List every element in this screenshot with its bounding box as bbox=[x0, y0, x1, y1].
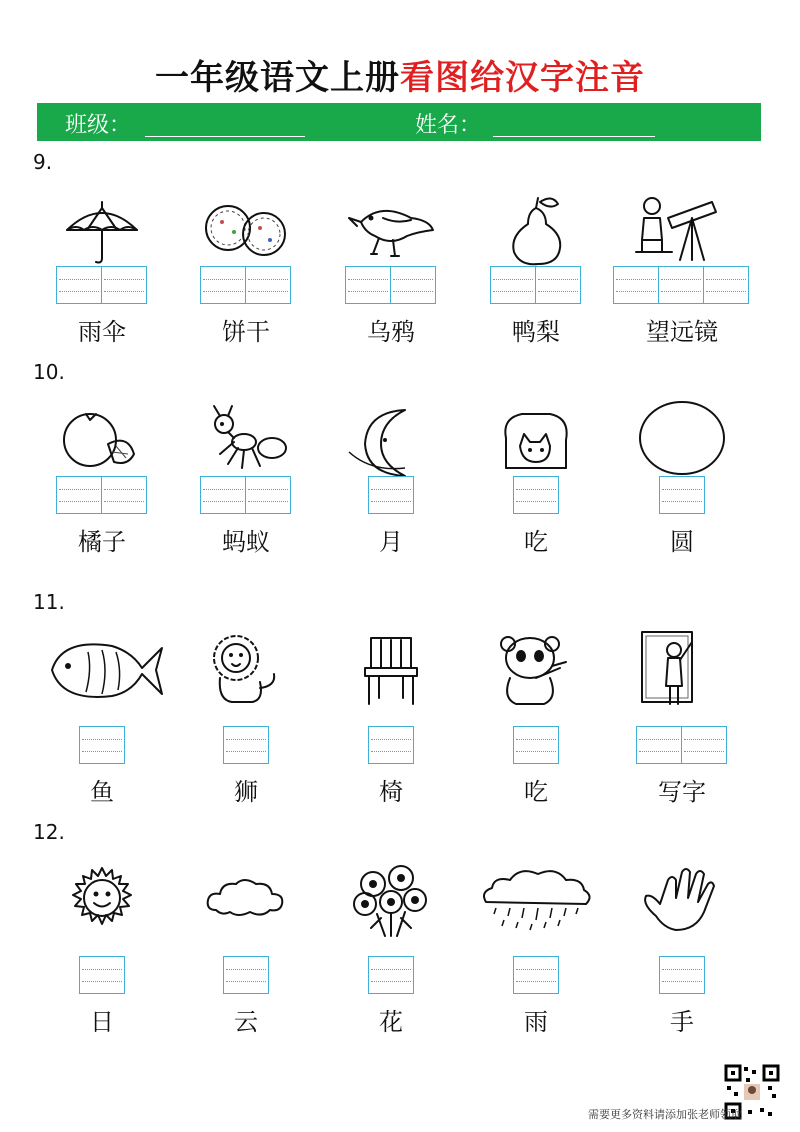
pinyin-boxes[interactable] bbox=[345, 266, 436, 304]
hanzi-word: 吃 bbox=[524, 528, 548, 556]
pinyin-cell[interactable] bbox=[57, 477, 102, 513]
circle-icon bbox=[612, 398, 752, 478]
hanzi-word: 月 bbox=[379, 528, 403, 556]
pinyin-boxes[interactable] bbox=[659, 956, 705, 994]
exercise-item bbox=[321, 858, 461, 1048]
hanzi-word: 云 bbox=[234, 1008, 258, 1036]
chair-icon bbox=[321, 628, 461, 708]
exercise-item bbox=[321, 398, 461, 588]
panda-eating-icon bbox=[466, 628, 606, 708]
student-info-bar bbox=[37, 103, 761, 141]
hanzi-word: 写字 bbox=[658, 778, 706, 806]
hanzi-word: 乌鸦 bbox=[367, 318, 415, 346]
section-number: 9. bbox=[33, 150, 53, 174]
hanzi-word: 橘子 bbox=[78, 528, 126, 556]
exercise-item bbox=[612, 188, 752, 378]
section-number: 11. bbox=[33, 590, 65, 614]
hanzi-word: 圆 bbox=[670, 528, 694, 556]
pinyin-boxes[interactable] bbox=[223, 956, 269, 994]
pinyin-cell[interactable] bbox=[704, 267, 748, 303]
exercise-item bbox=[32, 188, 172, 378]
exercise-item bbox=[612, 398, 752, 588]
flowers-icon bbox=[321, 858, 461, 938]
pinyin-cell[interactable] bbox=[369, 957, 413, 993]
pinyin-boxes[interactable] bbox=[200, 266, 291, 304]
pinyin-boxes[interactable] bbox=[223, 726, 269, 764]
hanzi-word: 雨伞 bbox=[78, 318, 126, 346]
exercise-item bbox=[612, 858, 752, 1048]
pinyin-boxes[interactable] bbox=[513, 956, 559, 994]
exercise-item bbox=[612, 628, 752, 818]
exercise-item bbox=[176, 858, 316, 1048]
name-input-line[interactable] bbox=[493, 136, 655, 137]
worksheet-title bbox=[0, 50, 800, 99]
pinyin-cell[interactable] bbox=[201, 267, 246, 303]
hanzi-word: 花 bbox=[379, 1008, 403, 1036]
title-part1: 一年级语文上册 bbox=[155, 58, 400, 98]
footer-note: 需要更多资料请添加张老师领取 bbox=[588, 1108, 742, 1121]
pinyin-cell[interactable] bbox=[80, 727, 124, 763]
pinyin-boxes[interactable] bbox=[368, 726, 414, 764]
exercise-item bbox=[32, 628, 172, 818]
section-number: 10. bbox=[33, 360, 65, 384]
pinyin-cell[interactable] bbox=[224, 727, 268, 763]
umbrella-icon bbox=[32, 188, 172, 268]
pinyin-boxes[interactable] bbox=[56, 266, 147, 304]
pinyin-cell[interactable] bbox=[57, 267, 102, 303]
rain-icon bbox=[466, 858, 606, 938]
hanzi-word: 鸭梨 bbox=[512, 318, 560, 346]
exercise-item bbox=[466, 628, 606, 818]
biscuits-icon bbox=[176, 188, 316, 268]
title-part2: 看图给汉字注音 bbox=[400, 58, 645, 98]
exercise-item bbox=[321, 628, 461, 818]
exercise-item bbox=[32, 398, 172, 588]
exercise-item bbox=[176, 188, 316, 378]
ant-icon bbox=[176, 398, 316, 478]
pinyin-cell[interactable] bbox=[369, 727, 413, 763]
hanzi-word: 饼干 bbox=[222, 318, 270, 346]
cloud-icon bbox=[176, 858, 316, 938]
exercise-item bbox=[176, 398, 316, 588]
class-label: 班级： bbox=[65, 113, 132, 138]
pinyin-cell[interactable] bbox=[660, 957, 704, 993]
hanzi-word: 日 bbox=[90, 1008, 114, 1036]
exercise-item bbox=[466, 188, 606, 378]
pinyin-cell[interactable] bbox=[637, 727, 682, 763]
exercise-item bbox=[176, 628, 316, 818]
pinyin-boxes[interactable] bbox=[79, 726, 125, 764]
name-label: 姓名： bbox=[415, 113, 482, 138]
pinyin-boxes[interactable] bbox=[636, 726, 727, 764]
exercise-item bbox=[466, 858, 606, 1048]
pinyin-cell[interactable] bbox=[201, 477, 246, 513]
writing-child-icon bbox=[612, 628, 752, 708]
pinyin-cell[interactable] bbox=[102, 477, 146, 513]
crow-icon bbox=[321, 188, 461, 268]
pinyin-cell[interactable] bbox=[80, 957, 124, 993]
pinyin-boxes[interactable] bbox=[79, 956, 125, 994]
pinyin-boxes[interactable] bbox=[490, 266, 581, 304]
pinyin-cell[interactable] bbox=[536, 267, 580, 303]
class-input-line[interactable] bbox=[145, 136, 305, 137]
pinyin-cell[interactable] bbox=[102, 267, 146, 303]
pinyin-boxes[interactable] bbox=[368, 476, 414, 514]
pinyin-cell[interactable] bbox=[514, 727, 558, 763]
exercise-item bbox=[466, 398, 606, 588]
pinyin-cell[interactable] bbox=[659, 267, 704, 303]
hanzi-word: 手 bbox=[670, 1008, 694, 1036]
pinyin-cell[interactable] bbox=[224, 957, 268, 993]
pinyin-boxes[interactable] bbox=[56, 476, 147, 514]
lion-icon bbox=[176, 628, 316, 708]
pinyin-cell[interactable] bbox=[514, 477, 558, 513]
hanzi-word: 鱼 bbox=[90, 778, 114, 806]
fish-icon bbox=[32, 628, 172, 708]
pinyin-cell[interactable] bbox=[660, 477, 704, 513]
pinyin-boxes[interactable] bbox=[200, 476, 291, 514]
pear-icon bbox=[466, 188, 606, 268]
hanzi-word: 狮 bbox=[234, 778, 258, 806]
moon-icon bbox=[321, 398, 461, 478]
pinyin-cell[interactable] bbox=[391, 267, 435, 303]
hand-icon bbox=[612, 858, 752, 938]
pinyin-cell[interactable] bbox=[491, 267, 536, 303]
pinyin-cell[interactable] bbox=[514, 957, 558, 993]
cat-eating-icon bbox=[466, 398, 606, 478]
exercise-item bbox=[32, 858, 172, 1048]
hanzi-word: 望远镜 bbox=[646, 318, 718, 346]
section-number: 12. bbox=[33, 820, 65, 844]
pinyin-boxes[interactable] bbox=[368, 956, 414, 994]
pinyin-cell[interactable] bbox=[246, 267, 290, 303]
pinyin-cell[interactable] bbox=[346, 267, 391, 303]
hanzi-word: 蚂蚁 bbox=[222, 528, 270, 556]
pinyin-boxes[interactable] bbox=[659, 476, 705, 514]
pinyin-cell[interactable] bbox=[682, 727, 726, 763]
pinyin-cell[interactable] bbox=[614, 267, 659, 303]
hanzi-word: 椅 bbox=[379, 778, 403, 806]
telescope-icon bbox=[612, 188, 752, 268]
pinyin-boxes[interactable] bbox=[613, 266, 749, 304]
pinyin-boxes[interactable] bbox=[513, 476, 559, 514]
sun-icon bbox=[32, 858, 172, 938]
pinyin-boxes[interactable] bbox=[513, 726, 559, 764]
pinyin-cell[interactable] bbox=[246, 477, 290, 513]
hanzi-word: 雨 bbox=[524, 1008, 548, 1036]
hanzi-word: 吃 bbox=[524, 778, 548, 806]
pinyin-cell[interactable] bbox=[369, 477, 413, 513]
exercise-item bbox=[321, 188, 461, 378]
orange-icon bbox=[32, 398, 172, 478]
